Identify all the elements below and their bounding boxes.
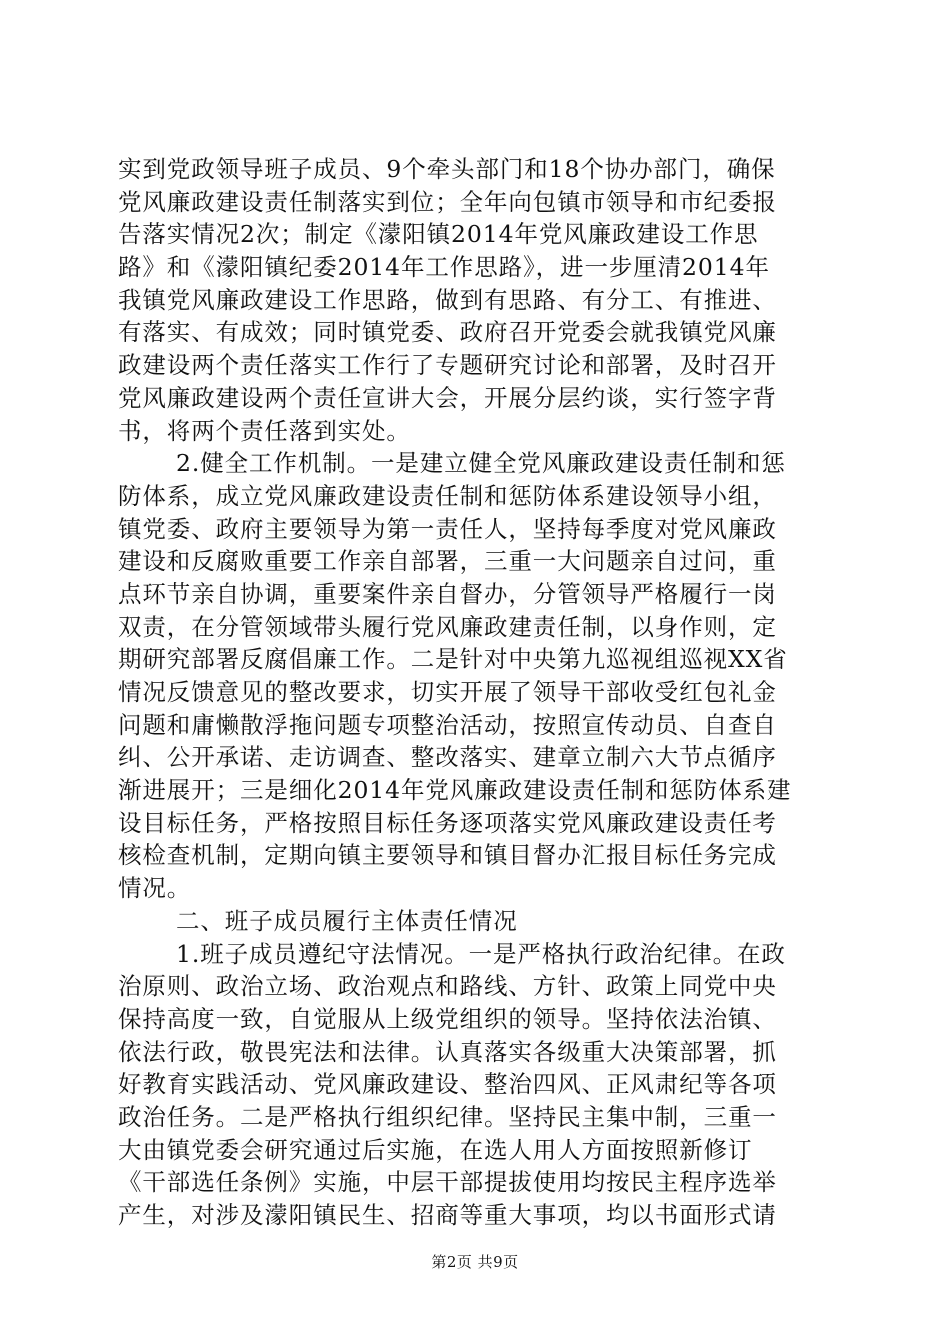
text-line: 1.班子成员遵纪守法情况。一是严格执行政治纪律。在政 (176, 939, 786, 968)
text-line: 政建设两个责任落实工作行了专题研究讨论和部署，及时召开 (118, 351, 777, 380)
text-line: 告落实情况2次；制定《濛阳镇2014年党风廉政建设工作思 (118, 220, 759, 249)
text-line: 《干部选任条例》实施，中层干部提拔使用均按民主程序选举 (118, 1168, 777, 1197)
text-line: 双责，在分管领域带头履行党风廉政建责任制，以身作则，定 (118, 612, 777, 641)
text-line: 期研究部署反腐倡廉工作。二是针对中央第九巡视组巡视XX省 (118, 645, 788, 674)
text-line: 党风廉政建设责任制落实到位；全年向包镇市领导和市纪委报 (118, 187, 777, 216)
text-line: 二、班子成员履行主体责任情况 (176, 906, 518, 935)
text-line: 设目标任务，严格按照目标任务逐项落实党风廉政建设责任考 (118, 808, 777, 837)
text-line: 党风廉政建设两个责任宣讲大会，开展分层约谈，实行签字背 (118, 383, 777, 412)
page-footer: 第2页 共9页 (431, 1253, 519, 1271)
text-line: 治原则、政治立场、政治观点和路线、方针、政策上同党中央 (118, 972, 777, 1001)
text-line: 建设和反腐败重要工作亲自部署，三重一大问题亲自过问，重 (118, 547, 777, 576)
text-line: 镇党委、政府主要领导为第一责任人，坚持每季度对党风廉政 (118, 514, 777, 543)
text-line: 纠、公开承诺、走访调查、整改落实、建章立制六大节点循序 (118, 743, 777, 772)
text-line: 我镇党风廉政建设工作思路，做到有思路、有分工、有推进、 (118, 285, 777, 314)
text-line: 实到党政领导班子成员、9个牵头部门和18个协办部门，确保 (118, 155, 776, 183)
text-line: 大由镇党委会研究通过后实施，在选人用人方面按照新修订 (118, 1135, 753, 1164)
document-body (118, 153, 836, 1232)
text-line: 好教育实践活动、党风廉政建设、整治四风、正风肃纪等各项 (118, 1070, 777, 1099)
text-line: 情况。 (118, 874, 192, 903)
text-line: 点环节亲自协调，重要案件亲自督办，分管领导严格履行一岗 (118, 579, 777, 608)
text-line: 保持高度一致，自觉服从上级党组织的领导。坚持依法治镇、 (118, 1004, 777, 1033)
text-line: 依法行政，敬畏宪法和法律。认真落实各级重大决策部署，抓 (118, 1037, 777, 1066)
text-line: 路》和《濛阳镇纪委2014年工作思路》，进一步厘清2014年 (118, 253, 770, 282)
text-line: 渐进展开；三是细化2014年党风廉政建设责任制和惩防体系建 (118, 776, 792, 805)
text-line: 有落实、有成效；同时镇党委、政府召开党委会就我镇党风廉 (118, 318, 777, 347)
text-line: 问题和庸懒散浮拖问题专项整治活动，按照宣传动员、自查自 (118, 710, 777, 739)
text-line: 政治任务。二是严格执行组织纪律。坚持民主集中制，三重一 (118, 1102, 777, 1131)
text-line: 书，将两个责任落到实处。 (118, 416, 411, 445)
text-line: 情况反馈意见的整改要求，切实开展了领导干部收受红包礼金 (118, 678, 777, 706)
text-line: 2.健全工作机制。一是建立健全党风廉政建设责任制和惩 (176, 449, 786, 478)
text-line: 核检查机制，定期向镇主要领导和镇目督办汇报目标任务完成 (118, 841, 777, 870)
text-line: 防体系，成立党风廉政建设责任制和惩防体系建设领导小组， (118, 481, 777, 510)
text-line: 产生，对涉及濛阳镇民生、招商等重大事项，均以书面形式请 (118, 1201, 777, 1229)
